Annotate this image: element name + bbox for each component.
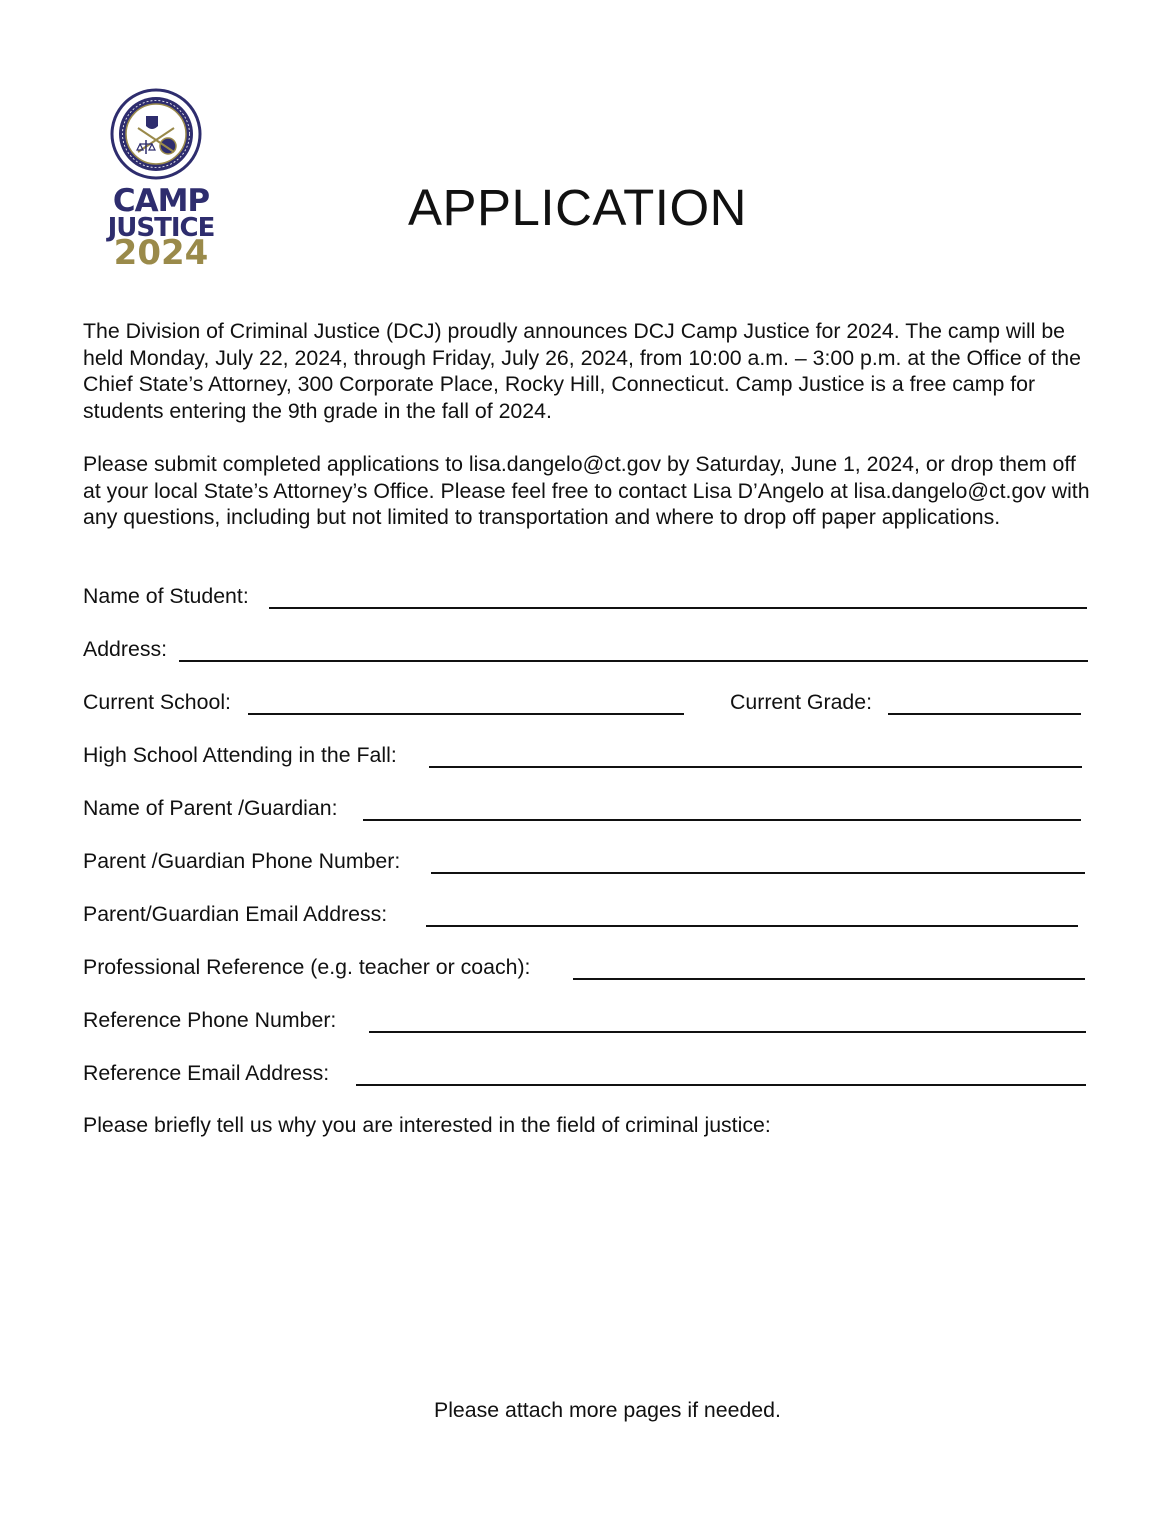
- address-field[interactable]: [179, 660, 1088, 662]
- interest-question: Please briefly tell us why you are interested in the field of criminal justice:: [83, 1113, 771, 1137]
- school-grade-row: [83, 689, 1083, 719]
- student-name-label: Name of Student:: [83, 584, 249, 608]
- footer-note: Please attach more pages if needed.: [434, 1398, 781, 1422]
- intro-paragraph-1: The Division of Criminal Justice (DCJ) proudly announces DCJ Camp Justice for 2024. The camp will be held Monday, July 22, 2024, through Friday, July 26, 2024, from 10:00 a.m. – 3:00 p.m. at the Office of the Chief State’s Attorney, 300 Corporate Place, Rocky Hill, Connecticut. Camp Justice is a free camp for students entering the 9th grade in the fall of 2024.: [83, 319, 1081, 423]
- state-seal-icon: [110, 88, 202, 180]
- high-school-field[interactable]: [429, 766, 1082, 768]
- address-label: Address:: [83, 637, 168, 661]
- reference-email-field[interactable]: [356, 1084, 1086, 1086]
- interest-answer-area[interactable]: [83, 1145, 1083, 1385]
- high-school-label: High School Attending in the Fall:: [83, 743, 397, 767]
- page-title: APPLICATION: [408, 179, 747, 236]
- current-grade-field[interactable]: [888, 713, 1081, 715]
- parent-phone-field[interactable]: [431, 872, 1085, 874]
- current-grade-label: Current Grade:: [730, 690, 873, 714]
- reference-field[interactable]: [573, 978, 1085, 980]
- parent-phone-label: Parent /Guardian Phone Number:: [83, 849, 401, 873]
- parent-email-label: Parent/Guardian Email Address:: [83, 902, 388, 926]
- logo-justice-text: JUSTICE: [107, 213, 215, 243]
- reference-phone-field[interactable]: [369, 1031, 1086, 1033]
- reference-phone-label: Reference Phone Number:: [83, 1008, 337, 1032]
- current-school-field[interactable]: [248, 713, 684, 715]
- logo-camp-text: CAMP: [112, 183, 210, 219]
- parent-name-label: Name of Parent /Guardian:: [83, 796, 338, 820]
- reference-label: Professional Reference (e.g. teacher or coach):: [83, 955, 531, 979]
- student-name-field[interactable]: [269, 607, 1087, 609]
- intro-paragraph-2: Please submit completed applications to lisa.dangelo@ct.gov by Saturday, June 1, 2024, or drop them off at your local State’s Attorney’s Office. Please feel free to contact Lisa D’Angelo at lisa.dangelo@ct.gov with any questions, including but not limited to transportation and where to drop off paper applications.: [83, 452, 1090, 530]
- reference-email-label: Reference Email Address:: [83, 1061, 330, 1085]
- logo-year-text: 2024: [113, 233, 209, 273]
- parent-name-field[interactable]: [363, 819, 1081, 821]
- parent-email-field[interactable]: [426, 925, 1078, 927]
- current-school-label: Current School:: [83, 690, 231, 714]
- camp-justice-logo: [96, 88, 226, 273]
